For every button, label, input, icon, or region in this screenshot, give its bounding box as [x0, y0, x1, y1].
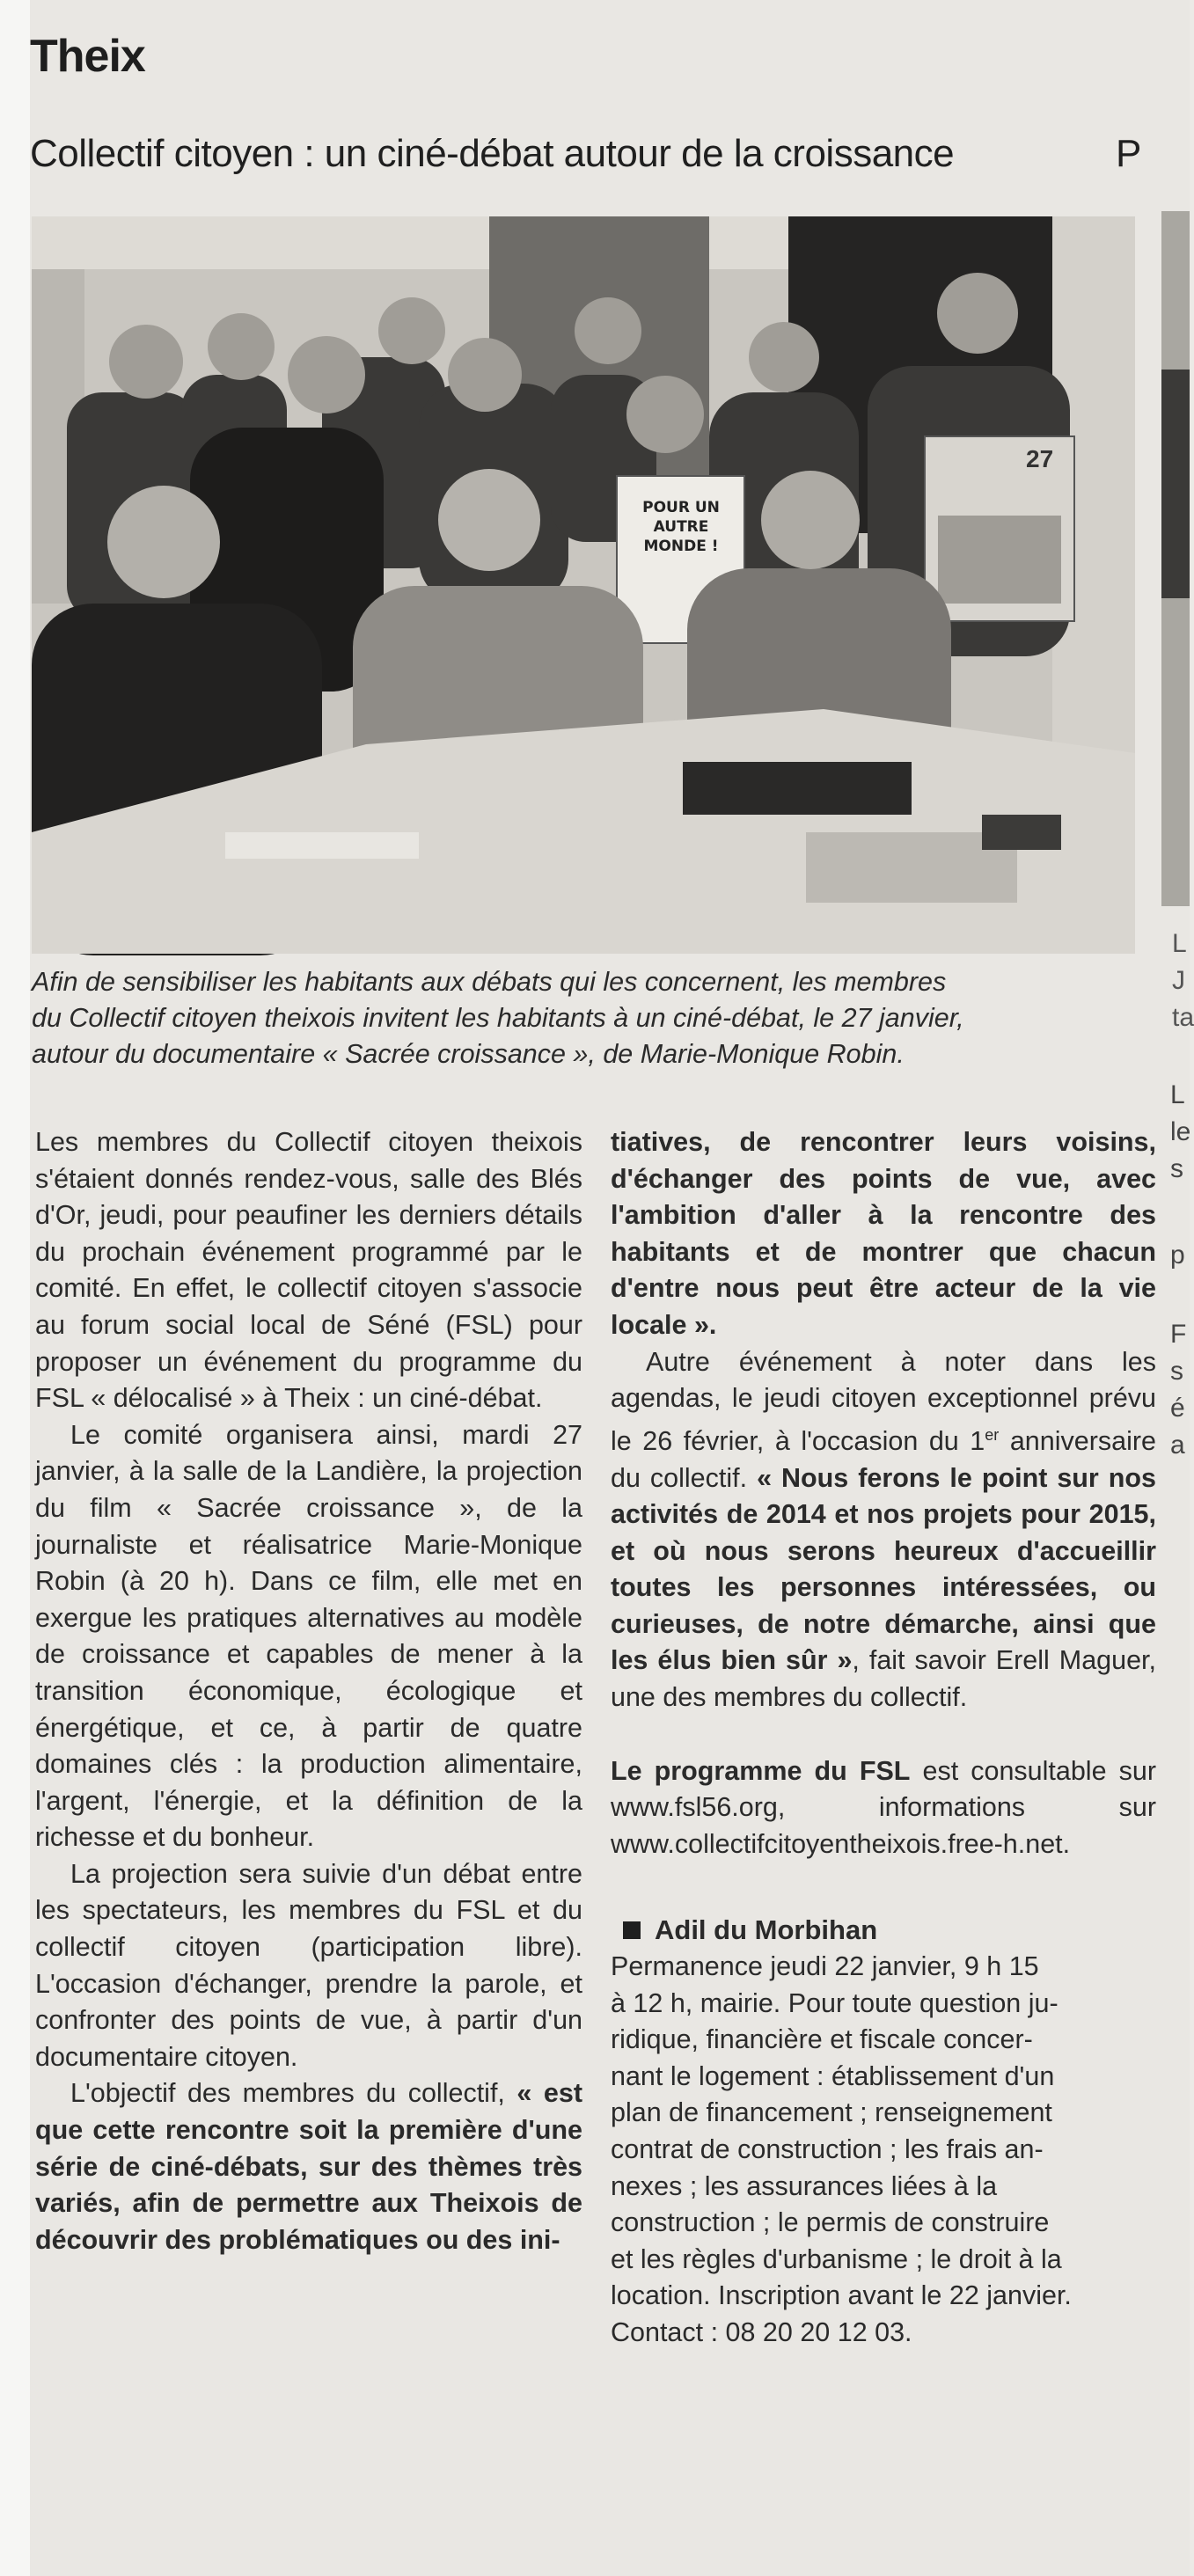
- adjacent-text-fragment: F: [1170, 1320, 1187, 1349]
- caption-line: Afin de sensibiliser les habitants aux débats qui les concernent, les membres: [32, 967, 947, 997]
- poster-right-number: 27: [1026, 445, 1054, 472]
- paragraph-4: [35, 2075, 582, 2258]
- caption-line: autour du documentaire « Sacrée croissance », de Marie-Monique Robin.: [32, 1039, 905, 1069]
- adjacent-photo-edge: [1161, 211, 1190, 906]
- paragraph-5: Autre événement à noter dans les agendas, le jeudi citoyen exceptionnel prévu le 26 février, à l'occasion du 1er anniversaire du collectif. « Nous ferons le point sur nos activités de 2014 et nos projets pour 2015, et où nous serons heureux d'accueillir toutes les personnes intéressées, ou curieuses, de notre démarche, ainsi que les élus bien sûr », fait savoir Erell Maguer, une des membres du collectif.: [611, 1346, 1156, 1713]
- article-column-1: [35, 1124, 582, 2258]
- caption-line: du Collectif citoyen theixois invitent les habitants à un ciné-débat, le 27 janvier,: [32, 1003, 964, 1033]
- group-photo: [32, 216, 1135, 954]
- paragraph-6: [611, 1753, 1156, 1863]
- section-title: Theix: [30, 31, 145, 82]
- rubrique-heading: Adil du Morbihan: [611, 1912, 1156, 1949]
- paragraph-4-lead: L'objectif des membres du collectif,: [70, 2078, 505, 2109]
- adjacent-text-fragment: s: [1170, 1357, 1183, 1386]
- adjacent-caption-fragment: L J ta: [1172, 929, 1194, 1032]
- adjacent-text-fragment: é: [1170, 1394, 1185, 1423]
- paragraph-5-quote: « Nous ferons le point sur nos activités de 2014 et nos projets pour 2015, et où nous serons heureux d'accueillir toutes les personnes intéressées, ou curieuses, de notre démarche, ainsi que les élus bien sûr »: [611, 1462, 1156, 1676]
- adjacent-text-fragment: a: [1170, 1431, 1185, 1460]
- left-margin-strip: [0, 0, 30, 2576]
- article-column-2: [611, 1124, 1156, 2352]
- adjacent-text-fragment: L: [1170, 1080, 1185, 1109]
- adjacent-text-fragment: p: [1170, 1240, 1185, 1270]
- paragraph-3: La projection sera suivie d'un débat entre les spectateurs, les membres du FSL et du collectif citoyen (participation libre). L'occasion d'échanger, prendre la parole, et confronter des points de vue, à partir d'un documentaire citoyen.: [35, 1858, 582, 2072]
- adjacent-text-fragment: le: [1170, 1117, 1191, 1146]
- fsl-program-text: est consultable sur www.fsl56.org, informations sur www.collectifcitoyentheixois.free-h.net.: [611, 1755, 1156, 1859]
- paragraph-2: Le comité organisera ainsi, mardi 27 janvier, à la salle de la Landière, la projection du film « Sacrée croissance », de la journaliste et réalisatrice Marie-Monique Robin (à 20 h). Dans ce film, elle met en exergue les pratiques alternatives au modèle de croissance et capables de mener à la transition économique, écologique et énergétique, et ce, à partir de quatre domaines clés : la production alimentaire, l'argent, l'énergie, et la définition de la richesse et du bonheur.: [35, 1419, 582, 1853]
- adjacent-text-fragment: s: [1170, 1154, 1183, 1183]
- article-headline: Collectif citoyen : un ciné-débat autour de la croissance: [30, 132, 955, 175]
- paragraph-1: Les membres du Collectif citoyen theixois s'étaient donnés rendez-vous, salle des Blés d'Or, jeudi, pour peaufiner les derniers détails du prochain événement programmé par le comité. En effet, le collectif citoyen s'associe au forum social local de Séné (FSL) pour proposer un événement du programme du FSL « délocalisé » à Theix : un ciné-débat.: [35, 1127, 582, 1414]
- adil-notice: Permanence jeudi 22 janvier, 9 h 15 à 12 h, mairie. Pour toute question ju- ridique, financière et fiscale concer- nant le logement : établissement d'un plan de financement ; renseignement contrat de construction ; les frais an- nexes ; les assurances liées à la construction ; le permis de construire et les règles d'urbanisme ; le droit à la location. Inscription avant le 22 janvier. Contact : 08 20 20 12 03.: [611, 1951, 1072, 2347]
- square-bullet-icon: [623, 1921, 641, 1939]
- next-article-headline-fragment: P: [1116, 132, 1142, 175]
- photo-caption: [32, 964, 1096, 1072]
- fsl-program-label: Le programme du FSL: [611, 1755, 911, 1786]
- poster-left: POUR UN AUTRE MONDE !: [642, 499, 720, 555]
- paragraph-4-quote: « est que cette rencontre soit la première d'une série de ciné-débats, sur des thèmes très variés, afin de permettre aux Theixois de découvrir des problématiques ou des ini-: [35, 2078, 582, 2255]
- group-photo-illustration: [32, 216, 1135, 954]
- quote-continuation: tiatives, de rencontrer leurs voisins, d'échanger des points de vue, avec l'ambition d'aller à la rencontre des habitants et de montrer que chacun d'entre nous peut être acteur de la vie locale ».: [611, 1127, 1156, 1340]
